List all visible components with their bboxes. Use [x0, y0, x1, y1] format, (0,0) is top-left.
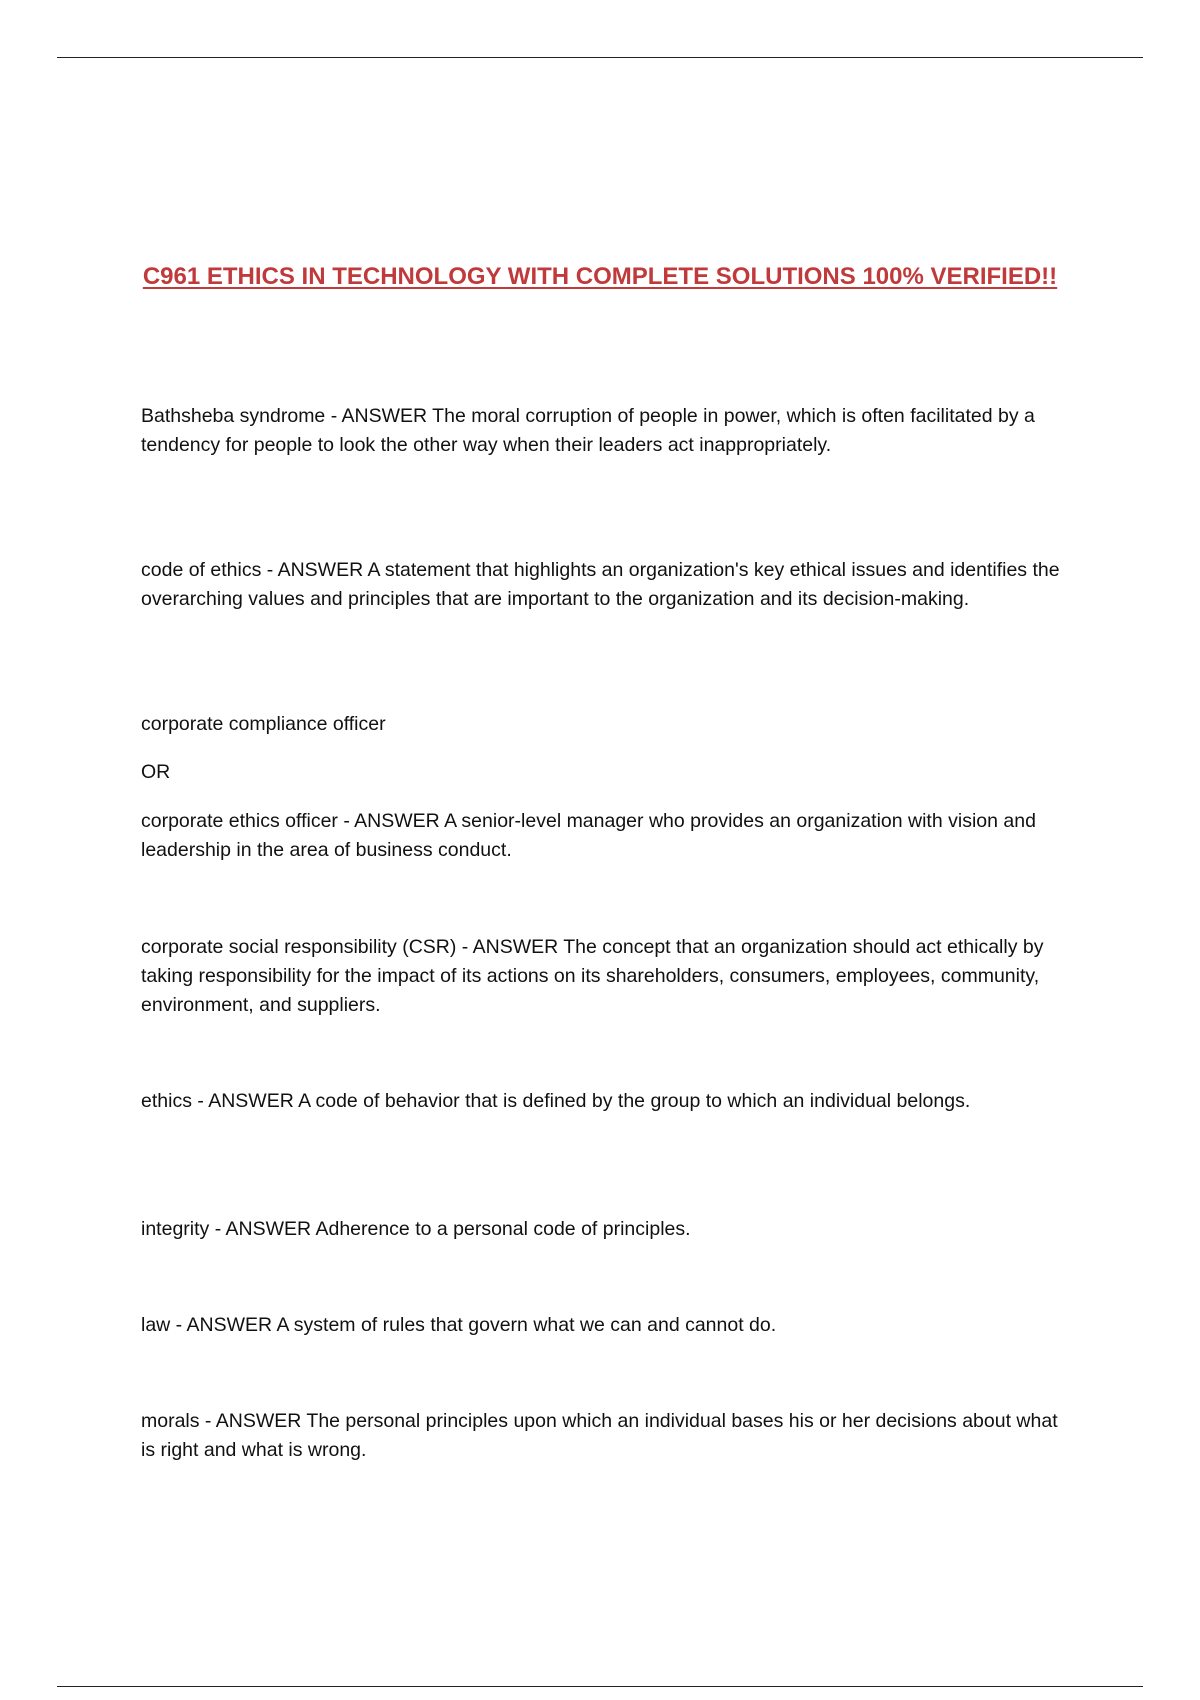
definition-entry: code of ethics - ANSWER A statement that highlights an organization's key ethical issues and identifies the overarching values and principles that are important to the organization and its decision-making.	[141, 559, 1060, 610]
definition-entry: ethics - ANSWER A code of behavior that is defined by the group to which an individual belongs.	[141, 1090, 971, 1112]
definition-entry: corporate compliance officer	[141, 713, 386, 735]
definition-entry: morals - ANSWER The personal principles upon which an individual bases his or her decisions about what is right and what is wrong.	[141, 1410, 1058, 1461]
definition-entry: Bathsheba syndrome - ANSWER The moral corruption of people in power, which is often facilitated by a tendency for people to look the other way when their leaders act inappropriately.	[141, 405, 1035, 456]
definition-separator: OR	[141, 761, 171, 783]
definition-entry: corporate ethics officer - ANSWER A senior-level manager who provides an organization with vision and leadership in the area of business conduct.	[141, 810, 1036, 861]
definition-entry: law - ANSWER A system of rules that govern what we can and cannot do.	[141, 1314, 777, 1336]
definition-entry: corporate social responsibility (CSR) - ANSWER The concept that an organization should act ethically by taking responsibility for the impact of its actions on its shareholders, consumers, employees, community, environment, and suppliers.	[141, 936, 1044, 1016]
document-title: C961 ETHICS IN TECHNOLOGY WITH COMPLETE SOLUTIONS 100% VERIFIED!!	[142, 263, 1058, 290]
bottom-divider	[57, 1686, 1143, 1687]
top-divider	[57, 57, 1143, 58]
definition-entry: integrity - ANSWER Adherence to a personal code of principles.	[141, 1218, 691, 1240]
